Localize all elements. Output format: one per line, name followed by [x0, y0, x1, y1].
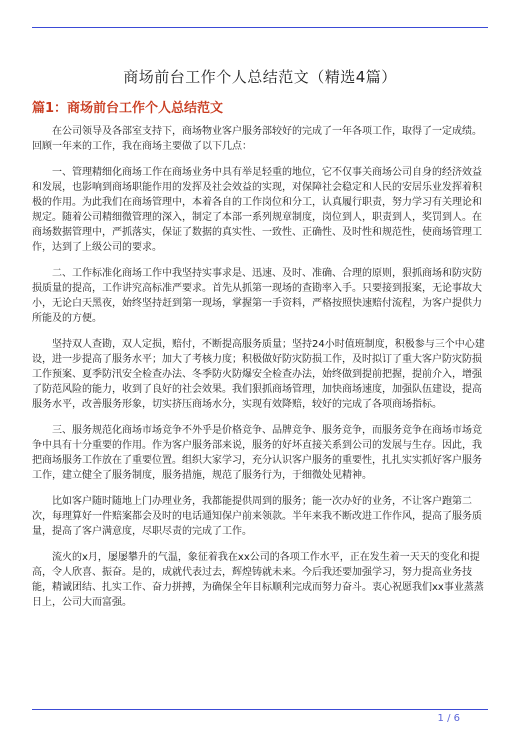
- header-rule: [32, 27, 488, 28]
- section-heading: 篇1：商场前台工作个人总结范文: [32, 101, 224, 116]
- document-title: 商场前台工作个人总结范文（精选4篇）: [123, 68, 397, 86]
- paragraph-service: 三、服务规范化商场市场竞争不外乎是价格竞争、品牌竞争、服务竞争，而服务竞争在商场市场竞争中具有十分重要的作用。作为客户服务部来说，服务的好坏直接关系到公司的发展与生存。因此，我把商场服务工作放在了重要位置。组织大家学习，充分认识客户服务的重要性，扎扎实实抓好客户服务工作，建立健全了服务制度，服务措施，规范了服务行为，于细微处见精神。: [32, 425, 482, 481]
- paragraph-customer: 比如客户随时随地上门办理业务，我都能提供周到的服务；能一次办好的业务，不让客户跑第二次，每理算好一件赔案都会及时的电话通知保户前来领款。半年来我不断改进工作作风，提高了服务质量，提高了客户满意度，尽职尽责的完成了工作。: [32, 496, 482, 537]
- paragraph-intro: 在公司领导及各部室支持下，商场物业客户服务部较好的完成了一年各项工作，取得了一定成绩。回顾一年来的工作，我在商场主要做了以下几点：: [32, 126, 482, 152]
- paragraph-standardization: 二、工作标准化商场工作中我坚持实事求是、迅速、及时、准确、合理的原则，狠抓商场和防灾防损质量的提高，工作讲究高标准严要求。首先从抓第一现场的查勘率入手。只要接到报案，无论事故大小，无论白天黑夜，始终坚持赶到第一现场，掌握第一手资料，严格按照快速赔付流程，为客户提供力所能及的方便。: [32, 268, 482, 324]
- page-indicator: 1 / 6: [437, 713, 460, 724]
- document-body: [32, 124, 490, 621]
- paragraph-closing: 流火的x月，屡屡攀升的气温，象征着我在xx公司的各项工作水平，正在发生着一天天的变化和提高，令人欣喜、振奋。是的，成就代表过去，辉煌铸就未来。今后我还要加强学习，努力提高业务技能，精诚团结、扎实工作、奋力拼搏，为确保全年目标顺利完成而努力奋斗。衷心祝愿我们xx事业蒸蒸日上，公司大而富强。: [32, 552, 484, 608]
- paragraph-management: 一、管理精细化商场工作在商场业务中具有举足轻重的地位，它不仅事关商场公司自身的经济效益和发展，也影响到商场职能作用的发挥及社会效益的实现，对保障社会稳定和人民的安居乐业发挥着积极的作用。为此我们在商场管理中，本着各自的工作岗位和分工，认真履行职责，努力学习有关理论和规定。随着公司精细微管理的深入，制定了本部一系列规章制度，岗位到人，职责到人，奖罚到人。在商场数据管理中，严抓落实，保证了数据的真实性、一致性、正确性、及时性和规范性，使商场管理工作，达到了上级公司的要求。: [32, 167, 482, 253]
- paragraph-survey: 坚持双人查勘，双人定损，赔付，不断提高服务质量；坚持24小时值班制度，积极参与三个中心建设，进一步提高了服务水平；加大了考核力度；积极做好防灾防损工作，及时拟订了重大客户防灾防损工作预案、夏季防汛安全检查办法、冬季防火防爆安全检查办法，始终做到提前把握，提前介入，增强了防范风险的能力，收到了良好的社会效果。我们狠抓商场管理，加快商场速度，加强队伍建设，提高服务水平，改善服务形象，切实挤压商场水分，实现有效降赔，较好的完成了各项商场指标。: [32, 339, 485, 410]
- footer-rule: [32, 709, 488, 710]
